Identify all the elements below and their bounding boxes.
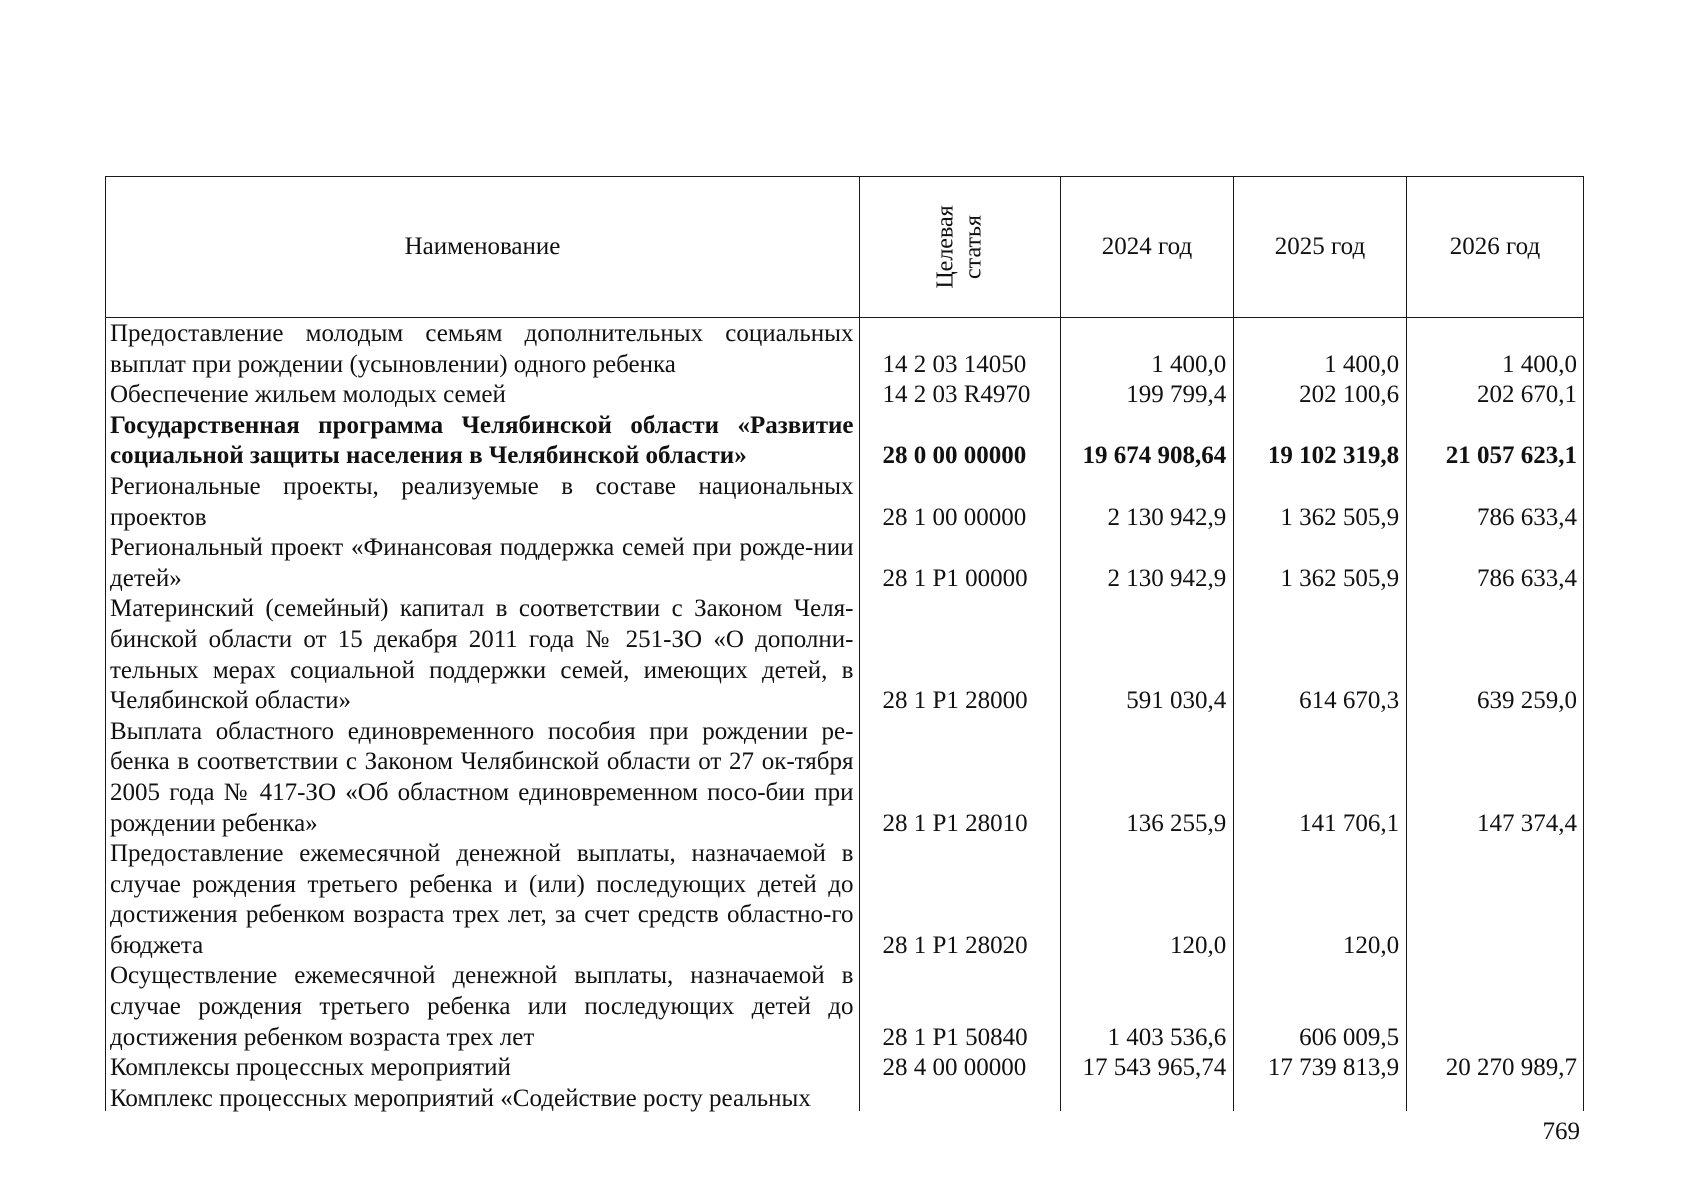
row-value-2026: 20 270 989,7: [1445, 1054, 1578, 1082]
row-value-2024: 1 403 536,6: [1107, 1023, 1227, 1051]
table-row: [106, 533, 1583, 594]
row-value-2025: 614 670,3: [1299, 687, 1400, 715]
row-value-2024: 17 543 965,74: [1082, 1054, 1227, 1082]
row-value-2025: 141 706,1: [1299, 809, 1400, 837]
header-divider: [106, 317, 1583, 318]
header-code-line1: Целевая: [932, 205, 959, 289]
table-row: [106, 717, 1583, 839]
row-value-2026: 147 374,4: [1477, 809, 1578, 837]
table-row: [106, 472, 1583, 533]
header-target-article: [860, 177, 1060, 317]
row-code: 28 1 P1 50840: [882, 1023, 1028, 1051]
row-code: 28 0 00 00000: [882, 442, 1027, 470]
row-value-2024: 2 130 942,9: [1107, 564, 1227, 592]
row-name: Предоставление ежемесячной денежной выплаты, назначаемой в случае рождения третьего ребенка и (или) последующих детей до достижения ребенком возраста трех лет, за счет средств областно-го бюджета: [110, 840, 854, 959]
table-row: [106, 961, 1583, 1053]
row-name: Материнский (семейный) капитал в соответствии с Законом Челя-бинской области от 15 декабря 2011 года № 251-ЗО «О дополни-тельных мерах социальной поддержки семей, имеющих детей, в Челябинской области»: [110, 595, 854, 715]
header-year-2026: 2026 год: [1449, 233, 1541, 260]
row-value-2025: 120,0: [1342, 931, 1400, 959]
row-code: 28 1 00 00000: [882, 503, 1027, 531]
row-name: Региональный проект «Финансовая поддержка семей при рожде-нии детей»: [110, 534, 854, 592]
header-year-2024: 2024 год: [1101, 233, 1193, 260]
row-value-2024: 199 799,4: [1126, 381, 1227, 409]
header-code-line2: статья: [960, 215, 987, 279]
row-name: Государственная программа Челябинской области «Развитие социальной защиты населения в Челябинской области»: [110, 411, 854, 470]
row-value-2025: 202 100,6: [1299, 381, 1400, 409]
row-name: Комплекс процессных мероприятий «Содействие росту реальных: [110, 1084, 811, 1112]
row-name: Региональные проекты, реализуемые в составе национальных проектов: [110, 472, 854, 531]
page-number: 769: [1542, 1118, 1580, 1145]
row-value-2024: 1 400,0: [1151, 350, 1227, 378]
row-value-2026: 202 670,1: [1477, 381, 1578, 409]
row-value-2025: 1 362 505,9: [1280, 564, 1400, 592]
row-value-2025: 17 739 813,9: [1267, 1054, 1400, 1082]
budget-table: [105, 176, 1584, 1111]
table-body: [106, 319, 1583, 1114]
row-value-2026: 1 400,0: [1502, 350, 1578, 378]
row-code: 28 1 P1 28020: [882, 931, 1028, 959]
table-row: [106, 594, 1583, 716]
row-value-2026: 786 633,4: [1477, 503, 1578, 531]
row-code: 28 1 P1 00000: [882, 564, 1028, 592]
row-value-2026: 21 057 623,1: [1445, 442, 1578, 470]
row-value-2024: 591 030,4: [1126, 687, 1227, 715]
row-name: Осуществление ежемесячной денежной выплаты, назначаемой в случае рождения третьего ребенка или последующих детей до достижения ребенком возраста трех лет: [110, 962, 854, 1051]
row-value-2026: 786 633,4: [1477, 564, 1578, 592]
row-code: 14 2 03 14050: [882, 350, 1027, 378]
row-code: 28 1 P1 28000: [882, 687, 1028, 715]
row-value-2024: 120,0: [1170, 931, 1227, 959]
table-row: [106, 380, 1583, 411]
row-value-2024: 136 255,9: [1126, 809, 1227, 837]
row-value-2024: 19 674 908,64: [1082, 442, 1227, 470]
table-row: [106, 319, 1583, 380]
row-value-2025: 606 009,5: [1299, 1023, 1400, 1051]
row-name: Обеспечение жильем молодых семей: [110, 381, 506, 409]
row-code: 28 1 P1 28010: [882, 809, 1028, 837]
table-row: [106, 1053, 1583, 1084]
row-code: 28 4 00 00000: [882, 1054, 1027, 1082]
header-name: Наименование: [404, 233, 561, 260]
row-value-2026: 639 259,0: [1477, 687, 1578, 715]
row-name: Предоставление молодым семьям дополнительных социальных выплат при рождении (усыновлении) одного ребенка: [110, 320, 854, 378]
row-value-2025: 19 102 319,8: [1267, 442, 1400, 470]
table-row: [106, 1084, 1583, 1115]
table-row: [106, 839, 1583, 961]
table-row-program: [106, 411, 1583, 472]
row-value-2025: 1 400,0: [1324, 350, 1400, 378]
row-name: Выплата областного единовременного пособия при рождении ре-бенка в соответствии с Законом Челябинской области от 27 ок-тября 2005 года № 417-ЗО «Об областном единовременном посо-бии при рождении ребенка»: [110, 717, 854, 837]
row-value-2025: 1 362 505,9: [1280, 503, 1400, 531]
row-value-2024: 2 130 942,9: [1107, 503, 1227, 531]
row-code: 14 2 03 R4970: [882, 381, 1031, 409]
header-year-2025: 2025 год: [1274, 233, 1366, 260]
row-name: Комплексы процессных мероприятий: [110, 1054, 511, 1082]
